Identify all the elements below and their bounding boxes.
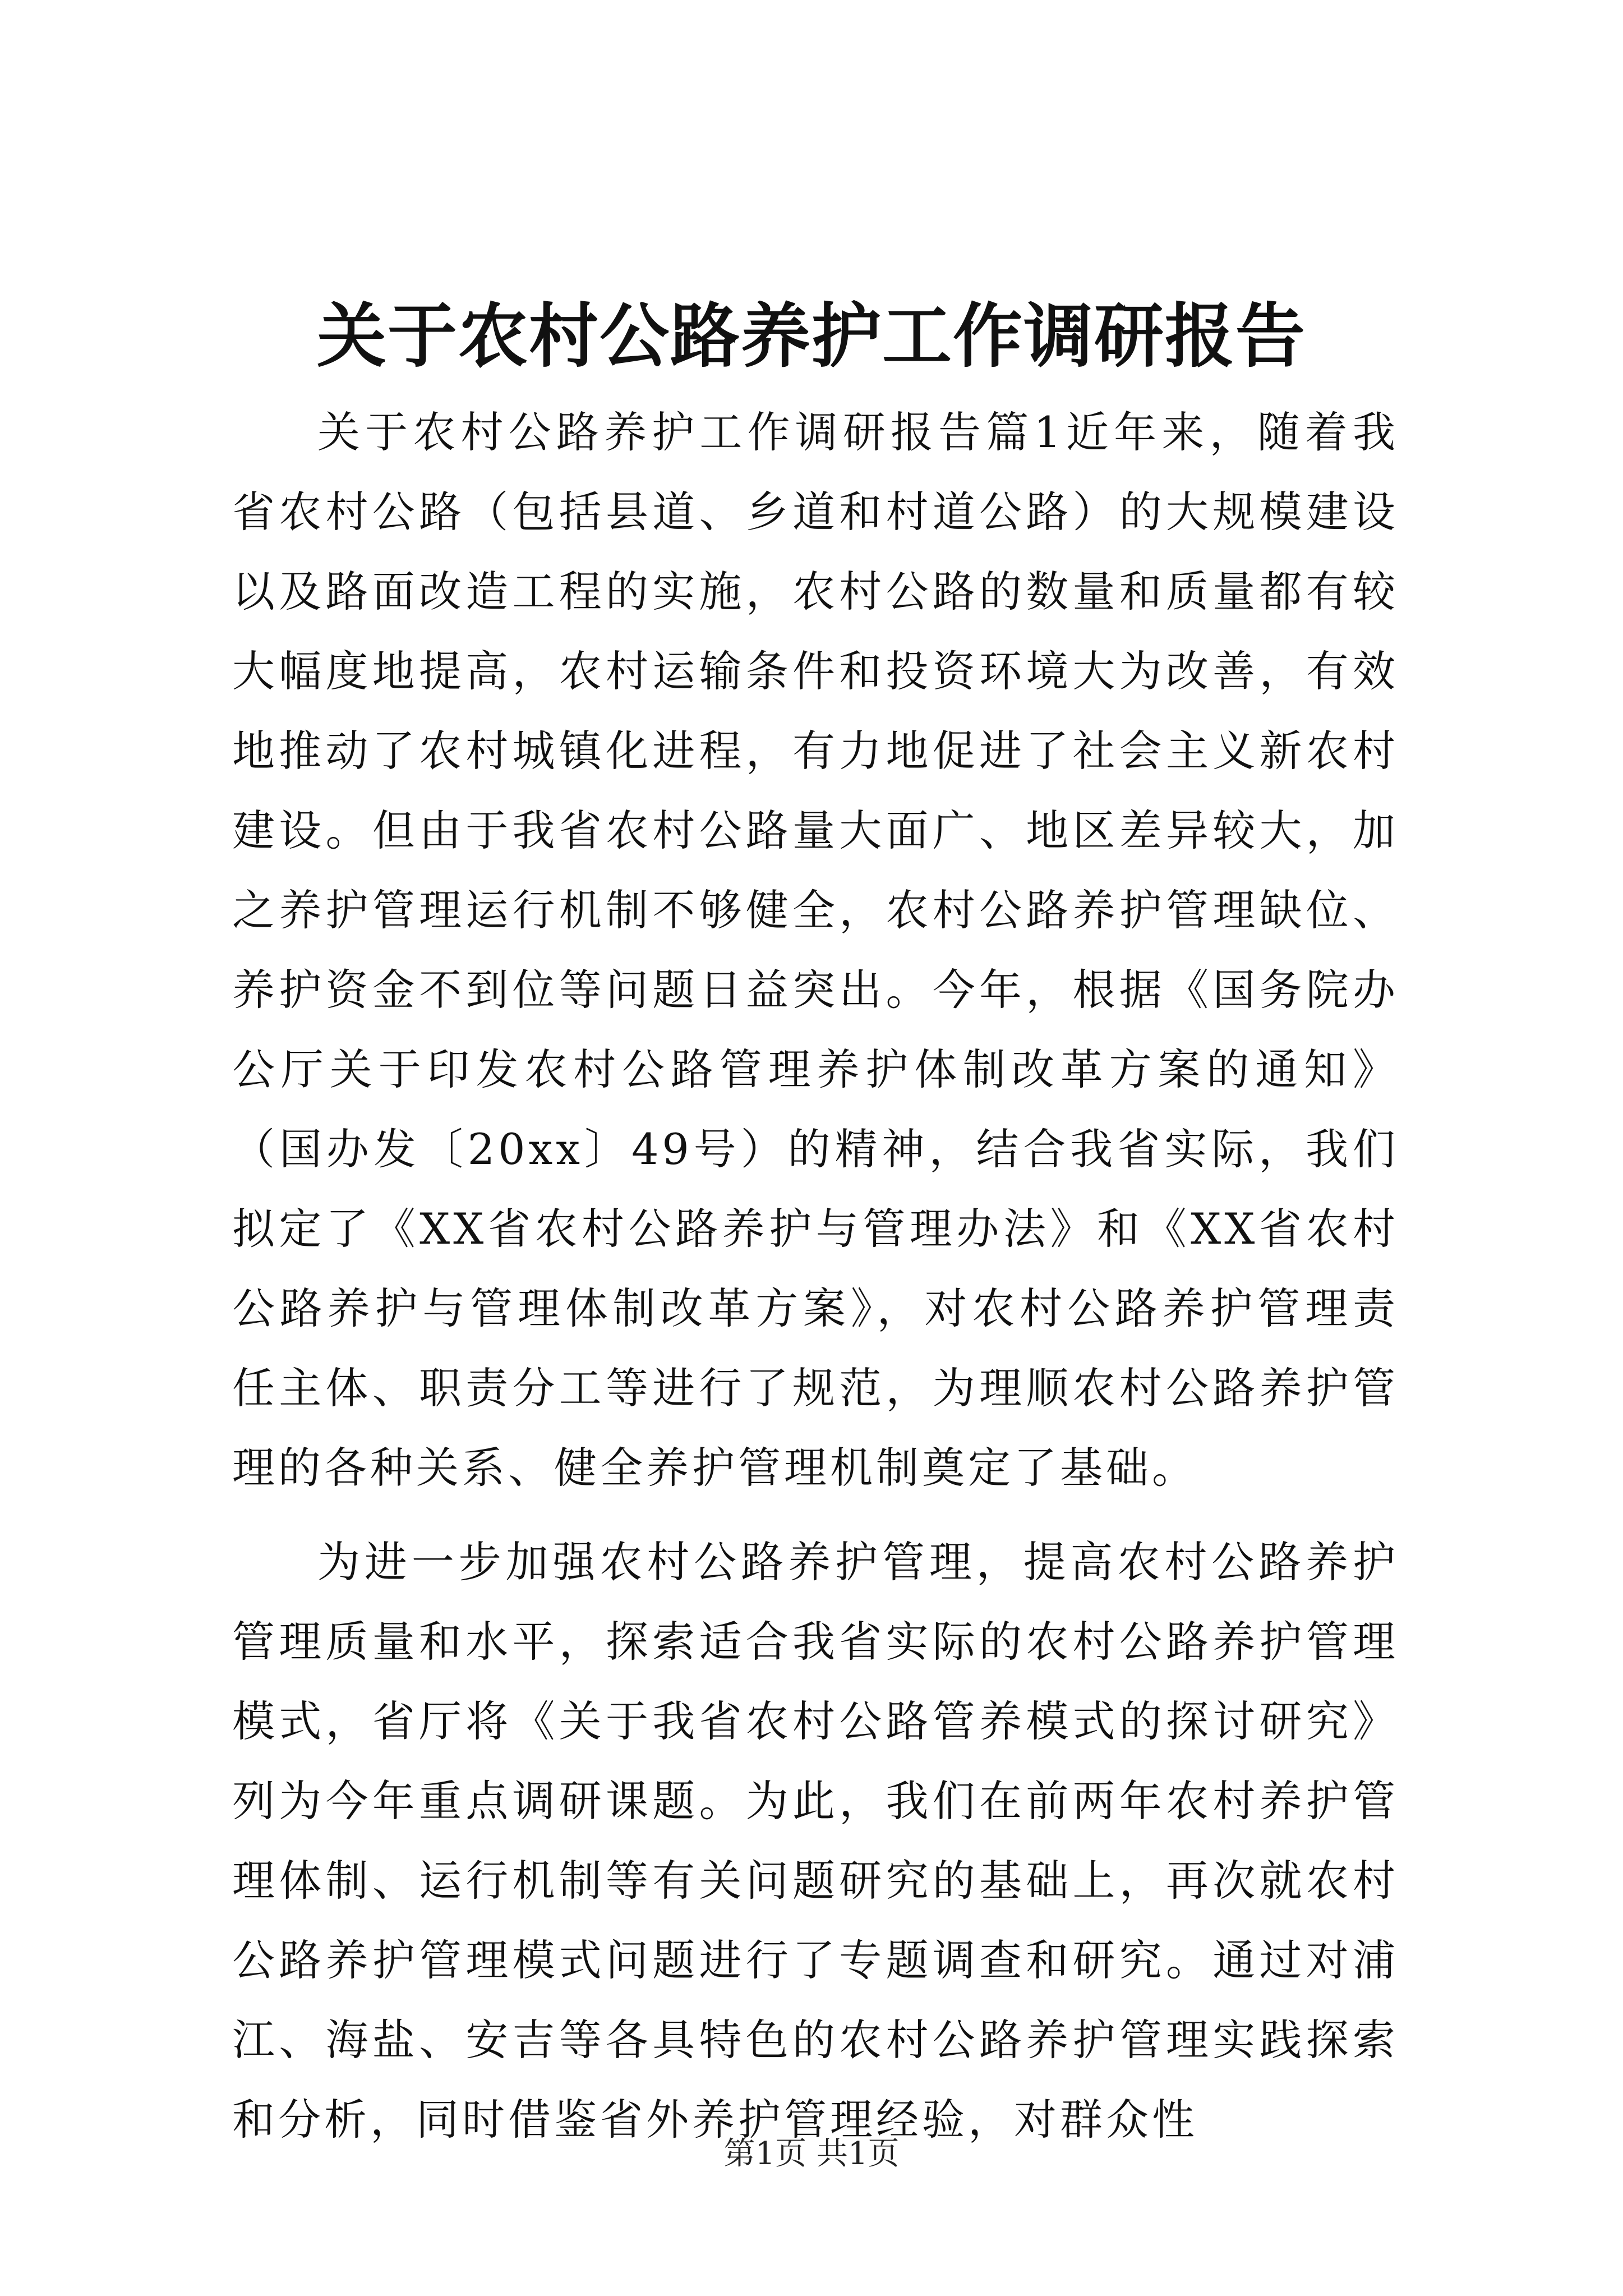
document-title: 关于农村公路养护工作调研报告: [316, 296, 1306, 377]
paragraph-2: 为进一步加强农村公路养护管理，提高农村公路养护管理质量和水平，探索适合我省实际的农村公路养护管理模式，省厅将《关于我省农村公路管养模式的探讨研究》列为今年重点调研课题。为此，我们在前两年农村养护管理体制、运行机制等有关问题研究的基础上，再次就农村公路养护管理模式问题进行了专题调查和研究。通过对浦江、海盐、安吉等各具特色的农村公路养护管理实践探索和分析，同时借鉴省外养护管理经验，对群众性: [232, 1537, 1399, 2145]
page-number-footer: 第1页 共1页: [723, 2136, 900, 2172]
paragraph-1: 关于农村公路养护工作调研报告篇1近年来，随着我省农村公路（包括县道、乡道和村道公路）的大规模建设以及路面改造工程的实施，农村公路的数量和质量都有较大幅度地提高，农村运输条件和投资环境大为改善，有效地推动了农村城镇化进程，有力地促进了社会主义新农村建设。但由于我省农村公路量大面广、地区差异较大，加之养护管理运行机制不够健全，农村公路养护管理缺位、养护资金不到位等问题日益突出。今年，根据《国务院办公厅关于印发农村公路管理养护体制改革方案的通知》（国办发〔20xx〕49号）的精神，结合我省实际，我们拟定了《XX省农村公路养护与管理办法》和《XX省农村公路养护与管理体制改革方案》，对农村公路养护管理责任主体、职责分工等进行了规范，为理顺农村公路养护管理的各种关系、健全养护管理机制奠定了基础。: [232, 407, 1399, 1493]
document-body: [232, 393, 1399, 2160]
